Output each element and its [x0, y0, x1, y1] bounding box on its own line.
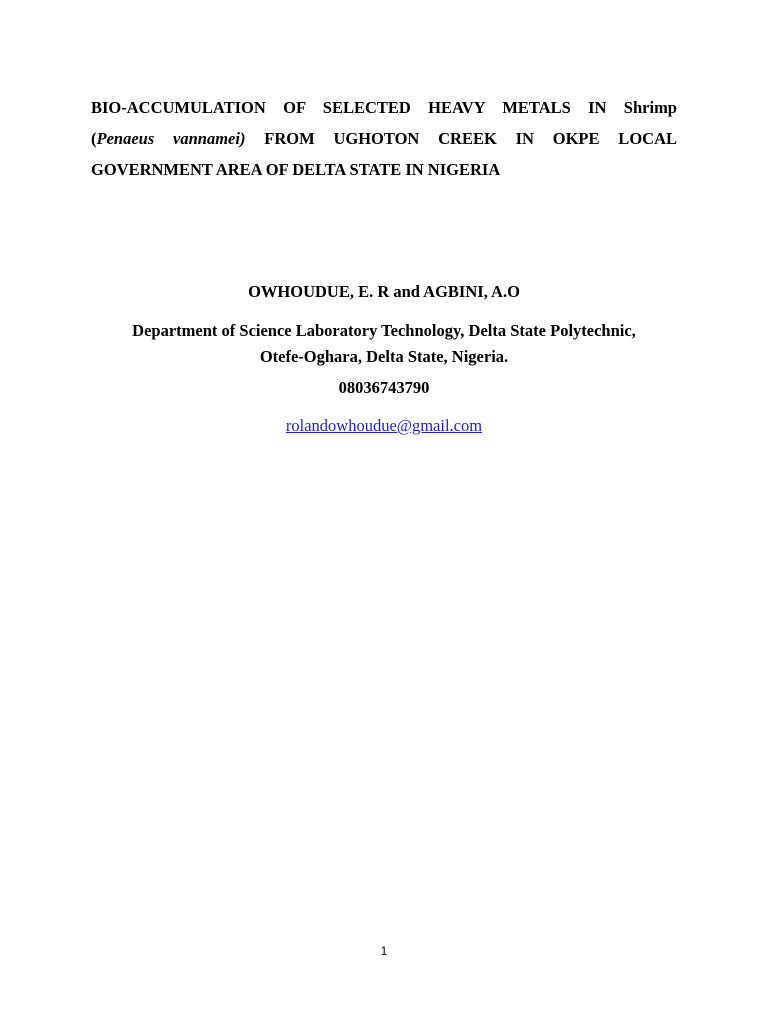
title-species-name: Penaeus vannamei)	[96, 129, 246, 148]
title-line-3: GOVERNMENT AREA OF DELTA STATE IN NIGERIA	[91, 160, 501, 179]
affiliation-line-1: Department of Science Laboratory Technology, Delta State Polytechnic,	[132, 321, 636, 340]
title-line-2-rest: FROM UGHOTON CREEK IN OKPE LOCAL	[245, 129, 677, 148]
paper-title	[91, 92, 677, 185]
email-link[interactable]: rolandowhoudue@gmail.com	[285, 416, 483, 435]
title-line-1: BIO-ACCUMULATION OF SELECTED HEAVY METALS IN Shrimp	[91, 98, 677, 117]
phone-number: 08036743790	[338, 378, 430, 397]
affiliation-line-2: Otefe-Oghara, Delta State, Nigeria.	[259, 347, 509, 366]
title-line-2	[91, 123, 677, 154]
page-number: 1	[380, 944, 388, 958]
authors: OWHOUDUE, E. R and AGBINI, A.O	[248, 282, 520, 301]
title-open-paren: (	[91, 129, 97, 148]
email-container	[0, 416, 768, 436]
affiliation	[0, 318, 768, 370]
